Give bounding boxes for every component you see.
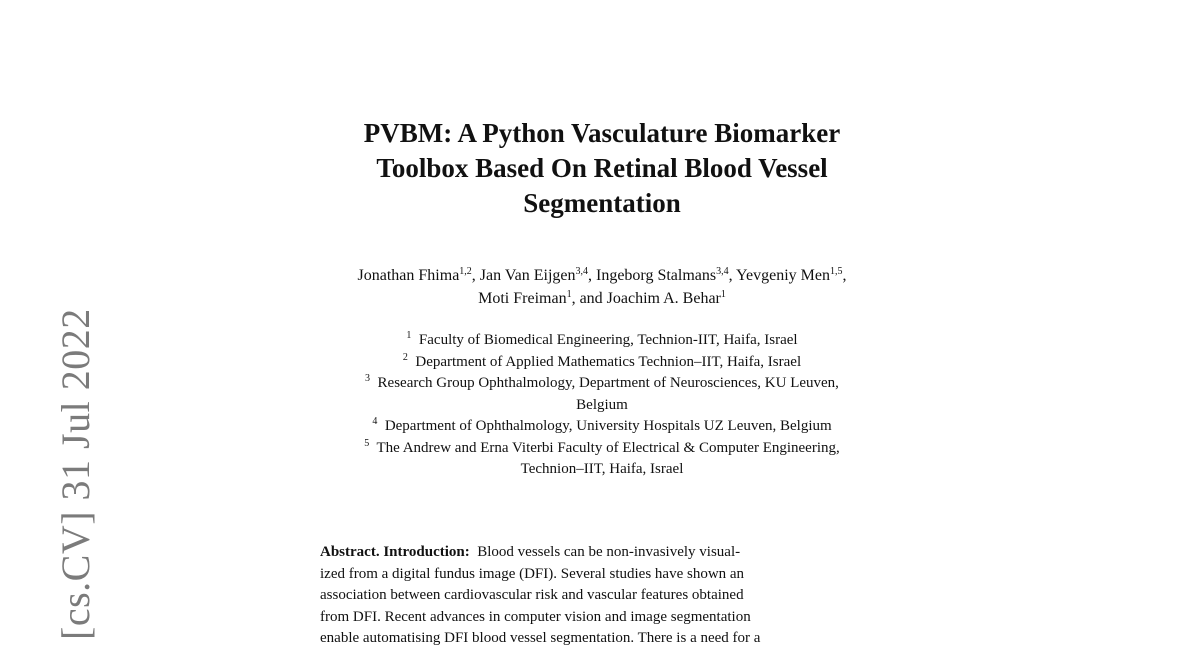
affiliation-text: The Andrew and Erna Viterbi Faculty of Electrical & Computer Engineering,: [376, 439, 840, 456]
abstract-section-label: Introduction:: [383, 544, 470, 560]
affiliation-number: 5: [364, 437, 370, 449]
paper-title: [250, 116, 954, 221]
author-name: Jan Van Eijgen: [479, 267, 576, 284]
affiliation-item: [250, 330, 954, 352]
author-separator: ,: [728, 267, 737, 284]
affiliation-number: 1: [406, 330, 412, 341]
author-affil-sup: 1,5: [829, 266, 843, 277]
abstract-line: ized from a digital fundus image (DFI). Several studies have shown an: [320, 565, 745, 582]
author-separator: ,: [842, 267, 847, 284]
affiliation-text: Faculty of Biomedical Engineering, Technion-IIT, Haifa, Israel: [418, 332, 798, 348]
abstract-line: association between cardiovascular risk and vascular features obtained: [320, 587, 744, 603]
affiliation-text: Department of Ophthalmology, University Hospitals UZ Leuven, Belgium: [384, 418, 832, 434]
author-separator: ,: [471, 267, 480, 284]
affiliation-text: Research Group Ophthalmology, Department of Neurosciences, KU Leuven,: [377, 375, 839, 391]
abstract-text: Blood vessels can be non-invasively visual-: [477, 544, 741, 560]
affiliation-number: 4: [372, 416, 378, 427]
author-name: Jonathan Fhima: [357, 267, 460, 284]
author-name: Ingeborg Stalmans: [595, 267, 717, 284]
affiliation-number: 3: [365, 373, 371, 384]
author-list: [200, 264, 1004, 310]
title-line: Segmentation: [523, 188, 681, 218]
affiliation-number: 2: [402, 351, 408, 363]
author-affil-sup: 1,2: [459, 266, 472, 277]
author-affil-sup: 1: [566, 289, 572, 300]
affiliation-continuation: Technion–IIT, Haifa, Israel: [520, 461, 684, 477]
abstract-line: [320, 542, 890, 564]
author-name: Moti Freiman: [478, 290, 567, 307]
affiliation-continuation: Belgium: [576, 396, 628, 413]
affiliation-item: [250, 352, 954, 374]
title-line: Toolbox Based On Retinal Blood Vessel: [376, 153, 828, 183]
abstract-label: Abstract.: [320, 544, 380, 560]
affiliation-item: [250, 438, 954, 460]
author-line: [200, 287, 1004, 310]
affiliation-item: [250, 373, 954, 395]
abstract-line: from DFI. Recent advances in computer vision and image segmentation: [320, 608, 751, 625]
author-separator: , and: [571, 290, 607, 307]
author-affil-sup: 3,4: [716, 266, 729, 277]
author-name: Yevgeniy Men: [736, 267, 830, 284]
author-line: [200, 264, 1004, 287]
author-affil-sup: 1: [720, 289, 726, 300]
affiliation-text: Department of Applied Mathematics Technion–IIT, Haifa, Israel: [415, 353, 802, 370]
author-separator: ,: [587, 267, 596, 284]
affiliation-list: [250, 330, 954, 481]
affiliation-item: [250, 416, 954, 438]
abstract-line: enable automatising DFI blood vessel segmentation. There is a need for a: [320, 630, 761, 646]
arxiv-stamp: [cs.CV] 31 Jul 2022: [53, 308, 98, 640]
abstract: [320, 542, 890, 648]
author-affil-sup: 3,4: [575, 266, 588, 277]
title-line: PVBM: A Python Vasculature Biomarker: [363, 118, 841, 148]
author-name: Joachim A. Behar: [606, 290, 721, 307]
